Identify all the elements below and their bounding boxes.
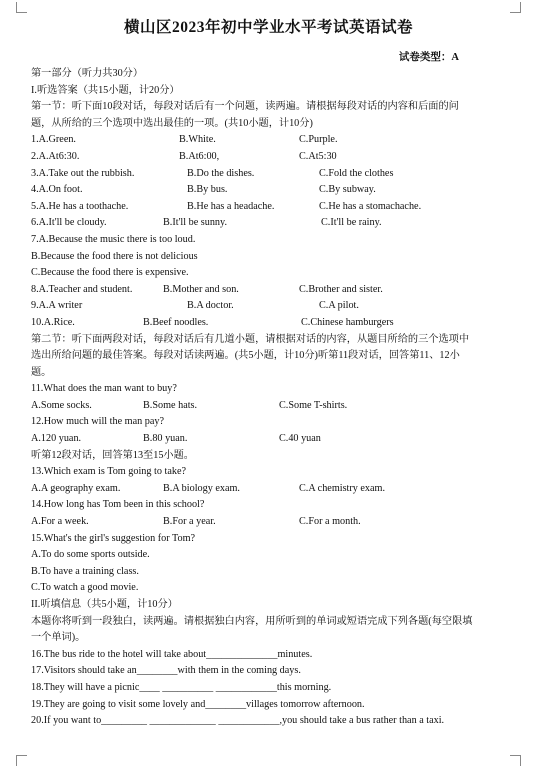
q9-option-c: C.A pilot. — [319, 300, 359, 312]
q7-option-a: 7.A.Because the music there is too loud. — [31, 233, 196, 245]
q19-fill-in: 19.They are going to visit some lovely and________villages tomorrow afternoon. — [31, 698, 365, 710]
question-9 — [31, 298, 477, 315]
question-4 — [31, 182, 477, 199]
q12-option-c: C.40 yuan — [279, 433, 321, 445]
q16-fill-in: 16.The bus ride to the hotel will take about______________minutes. — [31, 648, 313, 660]
q5-option-c: C.He has a stomachache. — [319, 200, 422, 212]
q15-option-a: A.To do some sports outside. — [31, 549, 150, 561]
q12-option-a: A.120 yuan. — [31, 433, 82, 445]
q7-option-c: C.Because the food there is expensive. — [31, 267, 189, 279]
q10-option-b: B.Beef noodles. — [143, 316, 209, 328]
part1-heading: 第一部分（听力共30分） — [31, 68, 144, 79]
q14-option-b: B.For a year. — [163, 516, 216, 528]
q10-option-a: 10.A.Rice. — [31, 316, 75, 328]
q15-option-c: C.To watch a good movie. — [31, 582, 139, 594]
q3-option-a: 3.A.Take out the rubbish. — [31, 167, 135, 179]
q3-option-b: B.Do the dishes. — [187, 167, 255, 179]
q14-stem: 14.How long has Tom been in this school? — [31, 499, 205, 511]
q20-fill-in: 20.If you want to_________ _____________ ____________,you should take a bus rather than a taxi. — [31, 715, 445, 727]
section1-heading: I.听选答案（共15小题，计20分） — [31, 84, 180, 96]
q9-option-a: 9.A.A writer — [31, 300, 83, 312]
q5-option-a: 5.A.He has a toothache. — [31, 200, 129, 212]
q11-option-c: C.Some T-shirts. — [279, 399, 348, 411]
paper-type-label: 试卷类型：A — [398, 52, 459, 63]
q4-option-b: B.By bus. — [187, 184, 228, 196]
question-10 — [31, 315, 477, 332]
question-11 — [31, 398, 477, 415]
question-3 — [31, 166, 477, 183]
q1-option-c: C.Purple. — [299, 134, 338, 146]
question-5 — [31, 199, 477, 216]
q14-option-c: C.For a month. — [299, 516, 361, 528]
exam-body — [31, 66, 477, 730]
question-13 — [31, 481, 477, 498]
dialog-12-intro: 听第12段对话，回答第13至15小题。 — [31, 449, 194, 461]
q10-option-c: C.Chinese hamburgers — [301, 316, 394, 328]
q8-option-c: C.Brother and sister. — [299, 283, 383, 295]
q2-option-a: 2.A.At6:30. — [31, 150, 80, 162]
crop-mark-bottom-left — [16, 755, 27, 766]
q8-option-b: B.Mother and son. — [163, 283, 239, 295]
q9-option-b: B.A doctor. — [187, 300, 234, 312]
q1-option-b: B.White. — [179, 134, 216, 146]
q15-option-b: B.To have a training class. — [31, 565, 139, 577]
question-8 — [31, 282, 477, 299]
q13-option-c: C.A chemistry exam. — [299, 482, 386, 494]
q17-fill-in: 17.Visitors should take an________with them in the coming days. — [31, 665, 301, 677]
section1-instructions: 第一节：听下面10段对话，每段对话后有一个问题，读两遍。请根据每段对话的内容和后面的问题，从所给的三个选项中选出最佳的一项。(共10小题，计10分) — [31, 101, 459, 129]
q7-option-b: B.Because the food there is not delicious — [31, 250, 198, 262]
question-1 — [31, 132, 477, 149]
q18-fill-in: 18.They will have a picnic____ __________ ____________this morning. — [31, 681, 332, 693]
q13-option-a: A.A geography exam. — [31, 482, 121, 494]
q2-option-c: C.At5:30 — [299, 150, 337, 162]
crop-mark-top-left — [16, 2, 27, 13]
q5-option-b: B.He has a headache. — [187, 200, 275, 212]
q4-option-a: 4.A.On foot. — [31, 184, 83, 196]
q12-stem: 12.How much will the man pay? — [31, 416, 164, 428]
q13-stem: 13.Which exam is Tom going to take? — [31, 466, 186, 478]
section2-heading: II.听填信息（共5小题，计10分） — [31, 599, 178, 610]
q6-option-c: C.It'll be rainy. — [321, 217, 382, 229]
q11-stem: 11.What does the man want to buy? — [31, 383, 177, 395]
q6-option-a: 6.A.It'll be cloudy. — [31, 217, 107, 229]
q15-stem: 15.What's the girl's suggestion for Tom? — [31, 532, 196, 544]
q13-option-b: B.A biology exam. — [163, 482, 240, 494]
q8-option-a: 8.A.Teacher and student. — [31, 283, 133, 295]
q12-option-b: B.80 yuan. — [143, 433, 188, 445]
q3-option-c: C.Fold the clothes — [319, 167, 394, 179]
question-6 — [31, 215, 477, 232]
q14-option-a: A.For a week. — [31, 516, 89, 528]
exam-title: 横山区2023年初中学业水平考试英语试卷 — [123, 19, 413, 36]
q2-option-b: B.At6:00, — [179, 150, 220, 162]
q11-option-a: A.Some socks. — [31, 399, 92, 411]
q11-option-b: B.Some hats. — [143, 399, 198, 411]
question-12 — [31, 431, 477, 448]
q1-option-a: 1.A.Green. — [31, 134, 76, 146]
crop-mark-top-right — [510, 2, 521, 13]
question-2 — [31, 149, 477, 166]
crop-mark-bottom-right — [510, 755, 521, 766]
q4-option-c: C.By subway. — [319, 184, 376, 196]
question-14 — [31, 514, 477, 531]
section1-part2-instructions: 第二节：听下面两段对话，每段对话后有几道小题，请根据对话的内容，从题目所给的三个选项中选出所给问题的最佳答案。每段对话读两遍。(共5小题，计10分)听第11段对话，回答第11、12小题。 — [31, 333, 470, 378]
section2-instructions: 本题你将听到一段独白，读两遍。请根据独白内容，用所听到的单词或短语完成下列各题(每空限填一个单词)。 — [31, 615, 473, 644]
q6-option-b: B.It'll be sunny. — [163, 217, 227, 229]
